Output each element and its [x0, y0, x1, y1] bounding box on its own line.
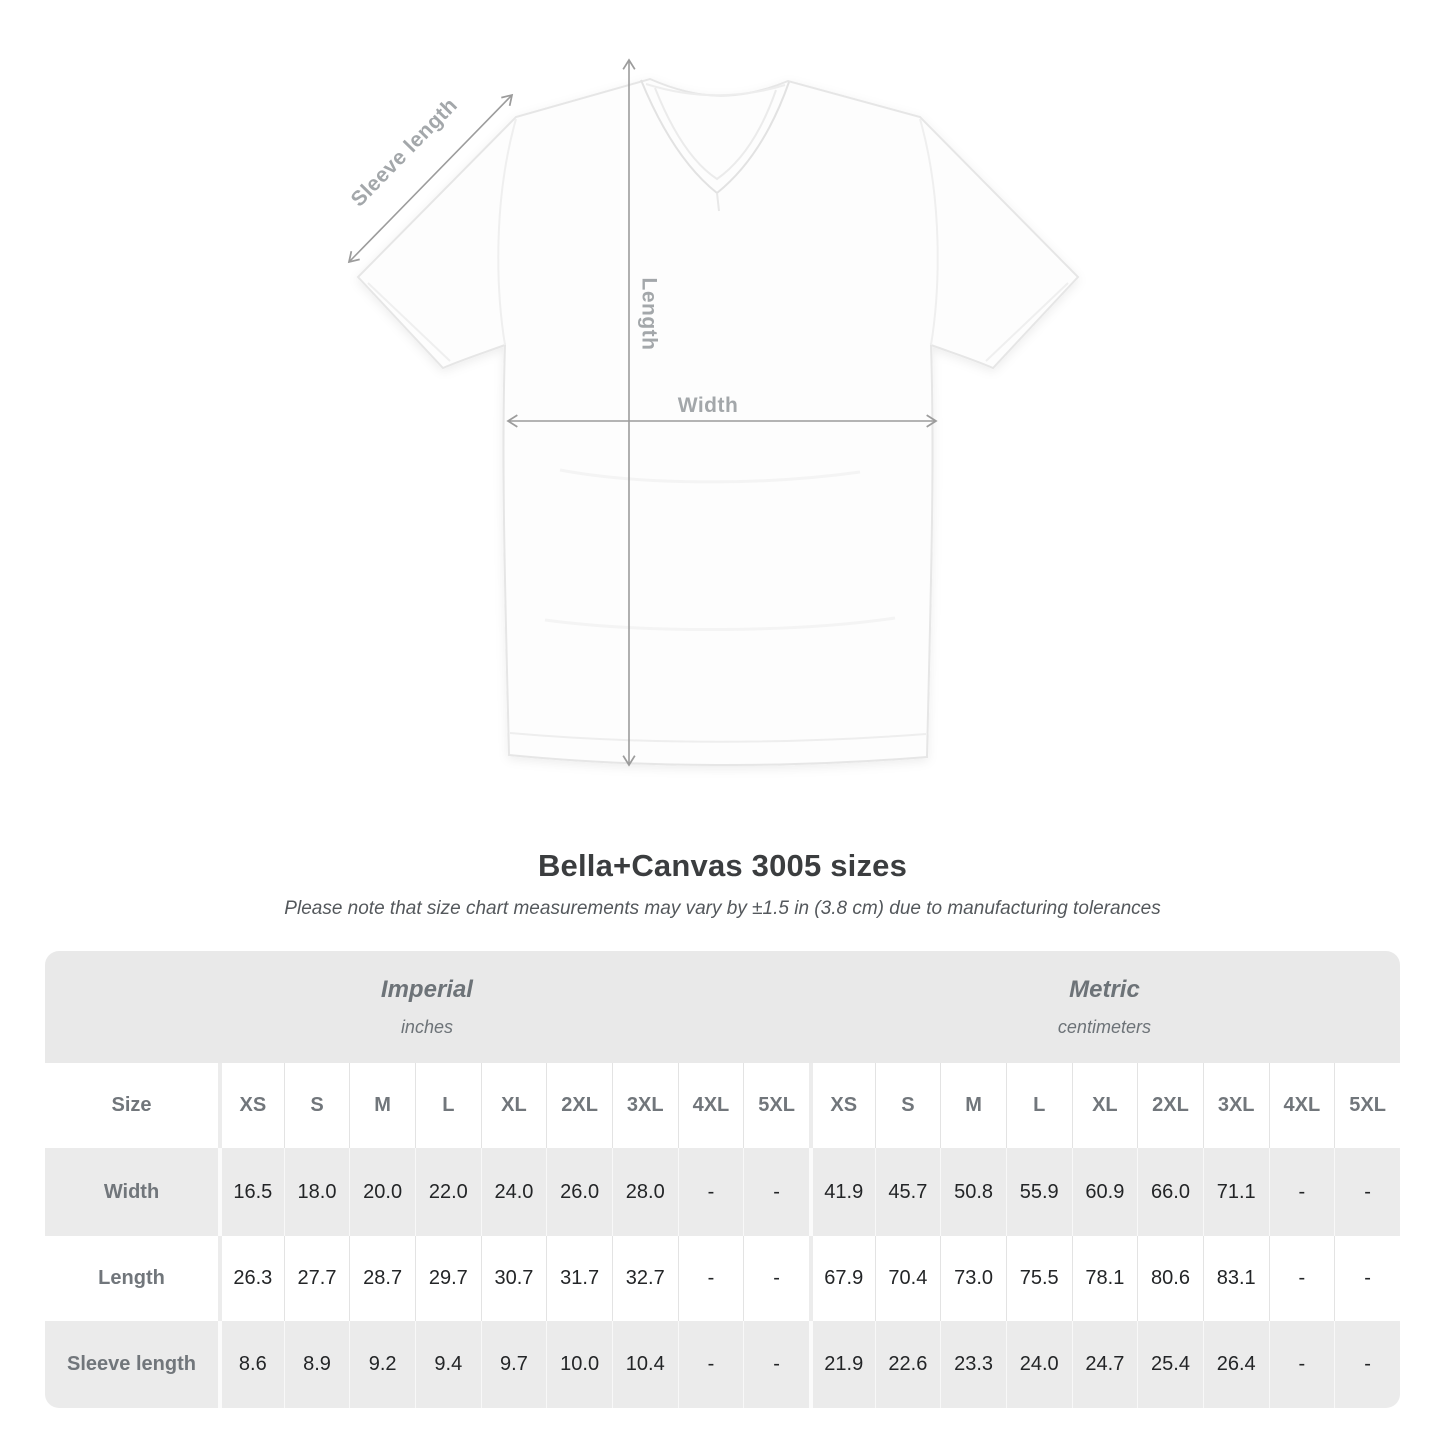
value-cell: 24.0: [481, 1148, 547, 1236]
size-corner-header: Size: [45, 1063, 218, 1148]
value-cell: 22.0: [415, 1148, 481, 1236]
length-label: Length: [637, 277, 661, 351]
value-cell: 9.7: [481, 1321, 547, 1408]
value-cell: 9.2: [349, 1321, 415, 1408]
value-cell: 60.9: [1072, 1148, 1138, 1236]
size-col-header: 2XL: [546, 1063, 612, 1148]
size-col-header: S: [875, 1063, 941, 1148]
value-cell: 26.0: [546, 1148, 612, 1236]
value-cell: 18.0: [284, 1148, 350, 1236]
value-cell: 32.7: [612, 1236, 678, 1321]
page-title: Bella+Canvas 3005 sizes: [537, 848, 908, 883]
size-col-header: L: [415, 1063, 481, 1148]
value-cell: 30.7: [481, 1236, 547, 1321]
size-col-header: S: [284, 1063, 350, 1148]
value-cell: 67.9: [809, 1236, 875, 1321]
value-cell: 55.9: [1006, 1148, 1072, 1236]
size-col-header: 4XL: [1269, 1063, 1335, 1148]
value-cell: 26.3: [218, 1236, 284, 1321]
size-col-header: 5XL: [1334, 1063, 1400, 1148]
size-table: [45, 951, 1400, 1408]
value-cell: 80.6: [1137, 1236, 1203, 1321]
value-cell: 66.0: [1137, 1148, 1203, 1236]
value-cell: -: [743, 1148, 809, 1236]
value-cell: 29.7: [415, 1236, 481, 1321]
value-cell: -: [1334, 1148, 1400, 1236]
size-col-header: XS: [809, 1063, 875, 1148]
value-cell: 23.3: [940, 1321, 1006, 1408]
width-row: [45, 1148, 1400, 1236]
imperial-unit: inches: [400, 1017, 453, 1037]
size-col-header: 3XL: [1203, 1063, 1269, 1148]
value-cell: 31.7: [546, 1236, 612, 1321]
value-cell: 24.0: [1006, 1321, 1072, 1408]
value-cell: -: [678, 1236, 744, 1321]
unit-group-imperial: [45, 951, 809, 1063]
value-cell: 73.0: [940, 1236, 1006, 1321]
tolerance-note: Please note that size chart measurements may vary by ±1.5 in (3.8 cm) due to manufacturing tolerances: [284, 898, 1161, 919]
value-cell: -: [678, 1321, 744, 1408]
size-col-header: 2XL: [1137, 1063, 1203, 1148]
value-cell: 41.9: [809, 1148, 875, 1236]
value-cell: 71.1: [1203, 1148, 1269, 1236]
value-cell: -: [1334, 1236, 1400, 1321]
size-col-header: XS: [218, 1063, 284, 1148]
size-col-header: M: [940, 1063, 1006, 1148]
value-cell: 24.7: [1072, 1321, 1138, 1408]
value-cell: 16.5: [218, 1148, 284, 1236]
value-cell: -: [1269, 1148, 1335, 1236]
value-cell: 9.4: [415, 1321, 481, 1408]
size-col-header: 4XL: [678, 1063, 744, 1148]
value-cell: 27.7: [284, 1236, 350, 1321]
value-cell: 10.0: [546, 1321, 612, 1408]
value-cell: 45.7: [875, 1148, 941, 1236]
size-col-header: M: [349, 1063, 415, 1148]
value-cell: -: [743, 1321, 809, 1408]
width-label: Width: [677, 394, 739, 417]
sleeve-length-row: [45, 1321, 1400, 1408]
value-cell: 28.7: [349, 1236, 415, 1321]
imperial-label: Imperial: [380, 976, 473, 1003]
tshirt-silhouette: [358, 79, 1078, 765]
length-row-label: Length: [45, 1236, 218, 1321]
unit-group-metric: [809, 951, 1400, 1063]
value-cell: 28.0: [612, 1148, 678, 1236]
size-table-container: [45, 951, 1400, 1408]
value-cell: -: [678, 1148, 744, 1236]
value-cell: 21.9: [809, 1321, 875, 1408]
unit-group-header-row: [45, 951, 1400, 1063]
value-cell: -: [1334, 1321, 1400, 1408]
value-cell: 26.4: [1203, 1321, 1269, 1408]
size-col-header: 3XL: [612, 1063, 678, 1148]
metric-label: Metric: [1069, 976, 1140, 1003]
value-cell: 83.1: [1203, 1236, 1269, 1321]
size-col-header: XL: [1072, 1063, 1138, 1148]
value-cell: 20.0: [349, 1148, 415, 1236]
sleeve-length-row-label: Sleeve length: [45, 1321, 218, 1408]
length-row: [45, 1236, 1400, 1321]
value-cell: 70.4: [875, 1236, 941, 1321]
value-cell: 10.4: [612, 1321, 678, 1408]
value-cell: -: [743, 1236, 809, 1321]
value-cell: 25.4: [1137, 1321, 1203, 1408]
sleeve-length-label: Sleeve length: [346, 93, 463, 212]
value-cell: 78.1: [1072, 1236, 1138, 1321]
size-col-header: XL: [481, 1063, 547, 1148]
value-cell: 50.8: [940, 1148, 1006, 1236]
value-cell: 8.9: [284, 1321, 350, 1408]
value-cell: -: [1269, 1236, 1335, 1321]
value-cell: -: [1269, 1321, 1335, 1408]
value-cell: 75.5: [1006, 1236, 1072, 1321]
value-cell: 8.6: [218, 1321, 284, 1408]
metric-unit: centimeters: [1057, 1017, 1151, 1037]
size-col-header: 5XL: [743, 1063, 809, 1148]
value-cell: 22.6: [875, 1321, 941, 1408]
size-header-row: [45, 1063, 1400, 1148]
size-col-header: L: [1006, 1063, 1072, 1148]
width-row-label: Width: [45, 1148, 218, 1236]
